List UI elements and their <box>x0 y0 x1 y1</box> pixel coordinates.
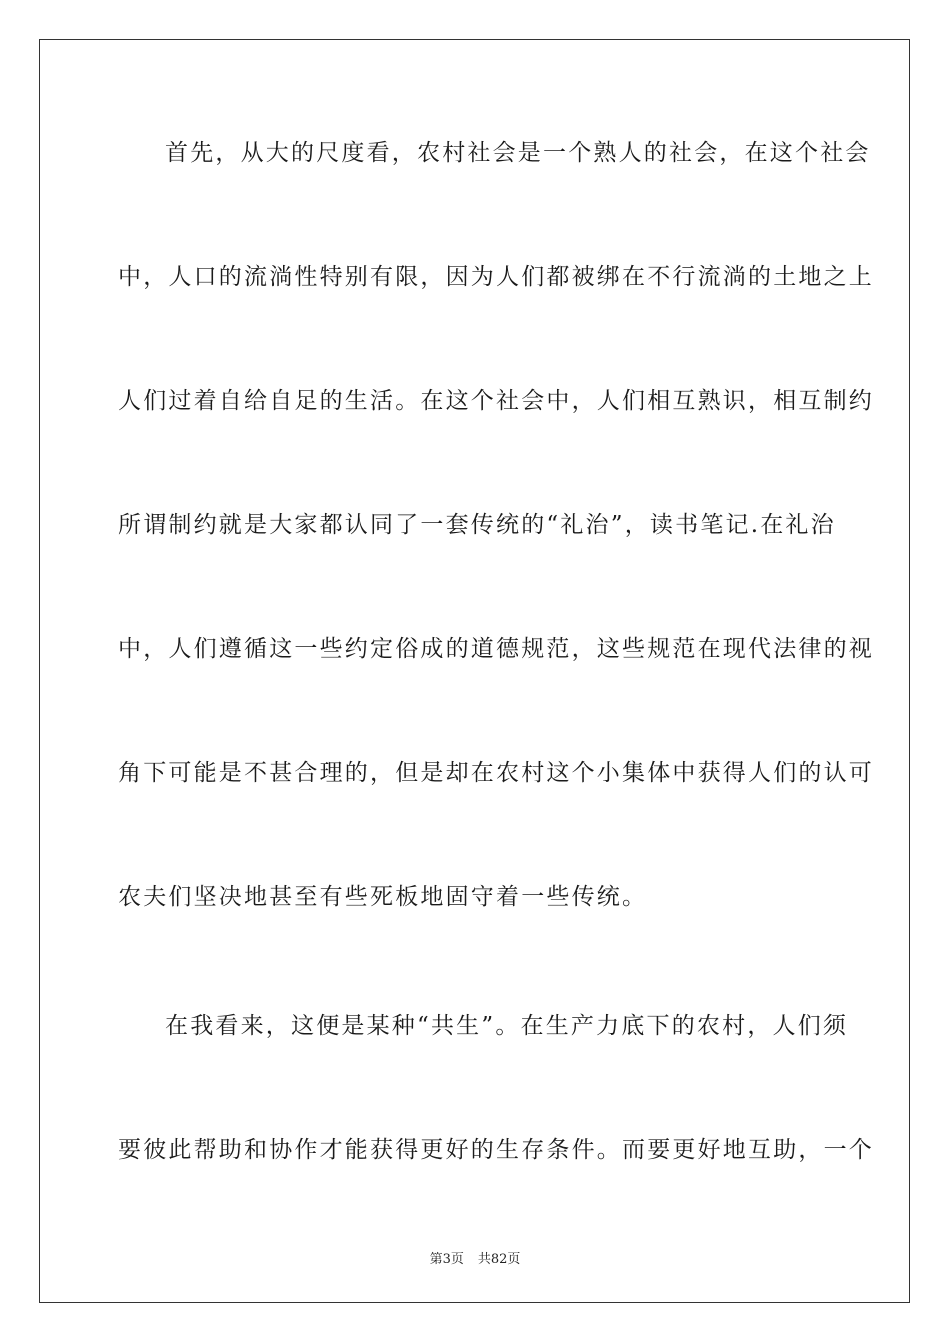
paragraph-2-line-2: 要彼此帮助和协作才能获得更好的生存条件。而要更好地互助，一个 <box>118 1137 874 1163</box>
paragraph-1-line-1: 首先，从大的尺度看，农村社会是一个熟人的社会，在这个社会 <box>165 140 871 166</box>
page-footer <box>0 1248 950 1267</box>
paragraph-2-line-1: 在我看来，这便是某种“共生”。在生产力底下的农村，人们须 <box>165 1013 849 1039</box>
paragraph-1-line-3: 人们过着自给自足的生活。在这个社会中，人们相互熟识，相互制约 <box>118 388 874 414</box>
paragraph-1-line-6: 角下可能是不甚合理的，但是却在农村这个小集体中获得人们的认可 <box>118 760 874 786</box>
page-border <box>39 39 910 1303</box>
paragraph-1-line-5: 中，人们遵循这一些约定俗成的道德规范，这些规范在现代法律的视 <box>118 636 874 662</box>
paragraph-1-line-7: 农夫们坚决地甚至有些死板地固守着一些传统。 <box>118 884 648 910</box>
paragraph-1-line-2: 中，人口的流淌性特别有限，因为人们都被绑在不行流淌的土地之上 <box>118 264 874 290</box>
total-pages: 共82页 <box>477 1252 521 1267</box>
paragraph-1-line-4: 所谓制约就是大家都认同了一套传统的“礼治”，读书笔记.在礼治 <box>118 512 836 538</box>
page-number: 第3页 <box>429 1252 464 1267</box>
